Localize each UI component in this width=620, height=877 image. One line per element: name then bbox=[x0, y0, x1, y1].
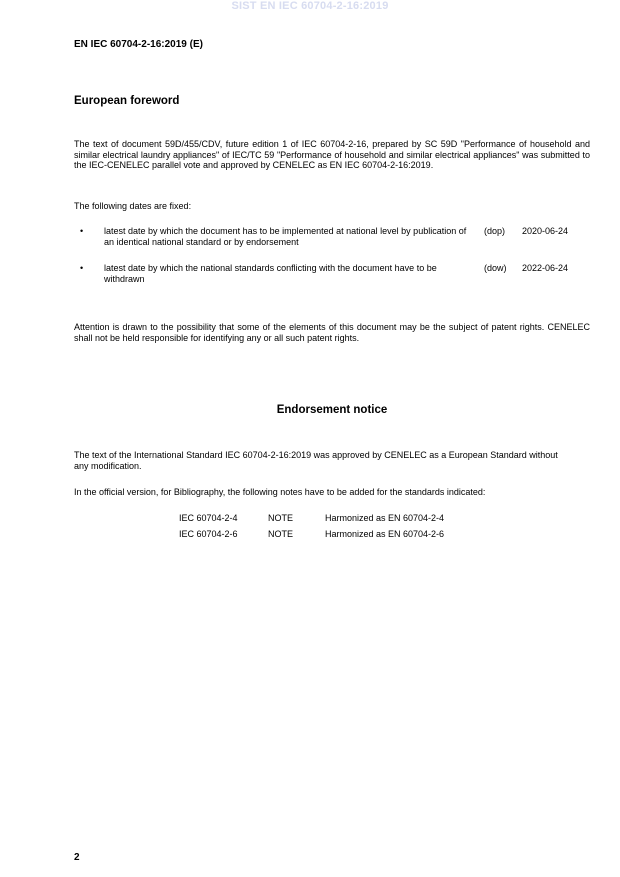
bullet-glyph: • bbox=[80, 226, 84, 236]
watermark: SIST EN IEC 60704-2-16:2019 bbox=[231, 0, 389, 12]
date-item-date: 2020-06-24 bbox=[522, 226, 569, 236]
date-item-date: 2022-06-24 bbox=[522, 263, 569, 273]
date-item-text: latest date by which the document has to be implemented at national level by publication of an identical national standard or by endorsement bbox=[104, 226, 467, 247]
patent-attention: Attention is drawn to the possibility that some of the elements of this document may be the subject of patent rights. CENELEC shall not be held responsible for identifying any or all such patent rights. bbox=[74, 322, 590, 343]
note-text: Harmonized as EN 60704-2-4 bbox=[325, 513, 445, 523]
endorsement-heading: Endorsement notice bbox=[276, 404, 388, 416]
document-id: EN IEC 60704-2-16:2019 (E) bbox=[74, 39, 203, 50]
note-standard: IEC 60704-2-4 bbox=[179, 513, 238, 523]
note-kind: NOTE bbox=[268, 529, 294, 539]
dates-intro: The following dates are fixed: bbox=[74, 201, 192, 211]
bibliography-intro: In the official version, for Bibliography, the following notes have to be added for the standards indicated: bbox=[74, 487, 486, 497]
date-item-text: latest date by which the national standards conflicting with the document have to be withdrawn bbox=[104, 263, 437, 284]
bullet-glyph: • bbox=[80, 263, 84, 273]
note-text: Harmonized as EN 60704-2-6 bbox=[325, 529, 445, 539]
date-item-abbr: (dop) bbox=[484, 226, 506, 236]
date-item-dow bbox=[74, 263, 590, 285]
endorsement-paragraph: The text of the International Standard IEC 60704-2-16:2019 was approved by CENELEC as a European Standard without any modification. bbox=[74, 450, 558, 471]
note-kind: NOTE bbox=[268, 513, 294, 523]
foreword-heading: European foreword bbox=[74, 95, 180, 107]
note-standard: IEC 60704-2-6 bbox=[179, 529, 238, 539]
date-item-abbr: (dow) bbox=[484, 263, 507, 273]
page-number: 2 bbox=[74, 852, 80, 863]
date-item-dop bbox=[74, 226, 590, 248]
foreword-paragraph: The text of document 59D/455/CDV, future edition 1 of IEC 60704-2-16, prepared by SC 59D "Performance of household and similar electrical laundry appliances" of IEC/TC 59 "Performance of household and similar electrical appliances" was submitted to the IEC-CENELEC parallel vote and approved by CENELEC as EN IEC 60704-2-16:2019. bbox=[74, 139, 590, 171]
